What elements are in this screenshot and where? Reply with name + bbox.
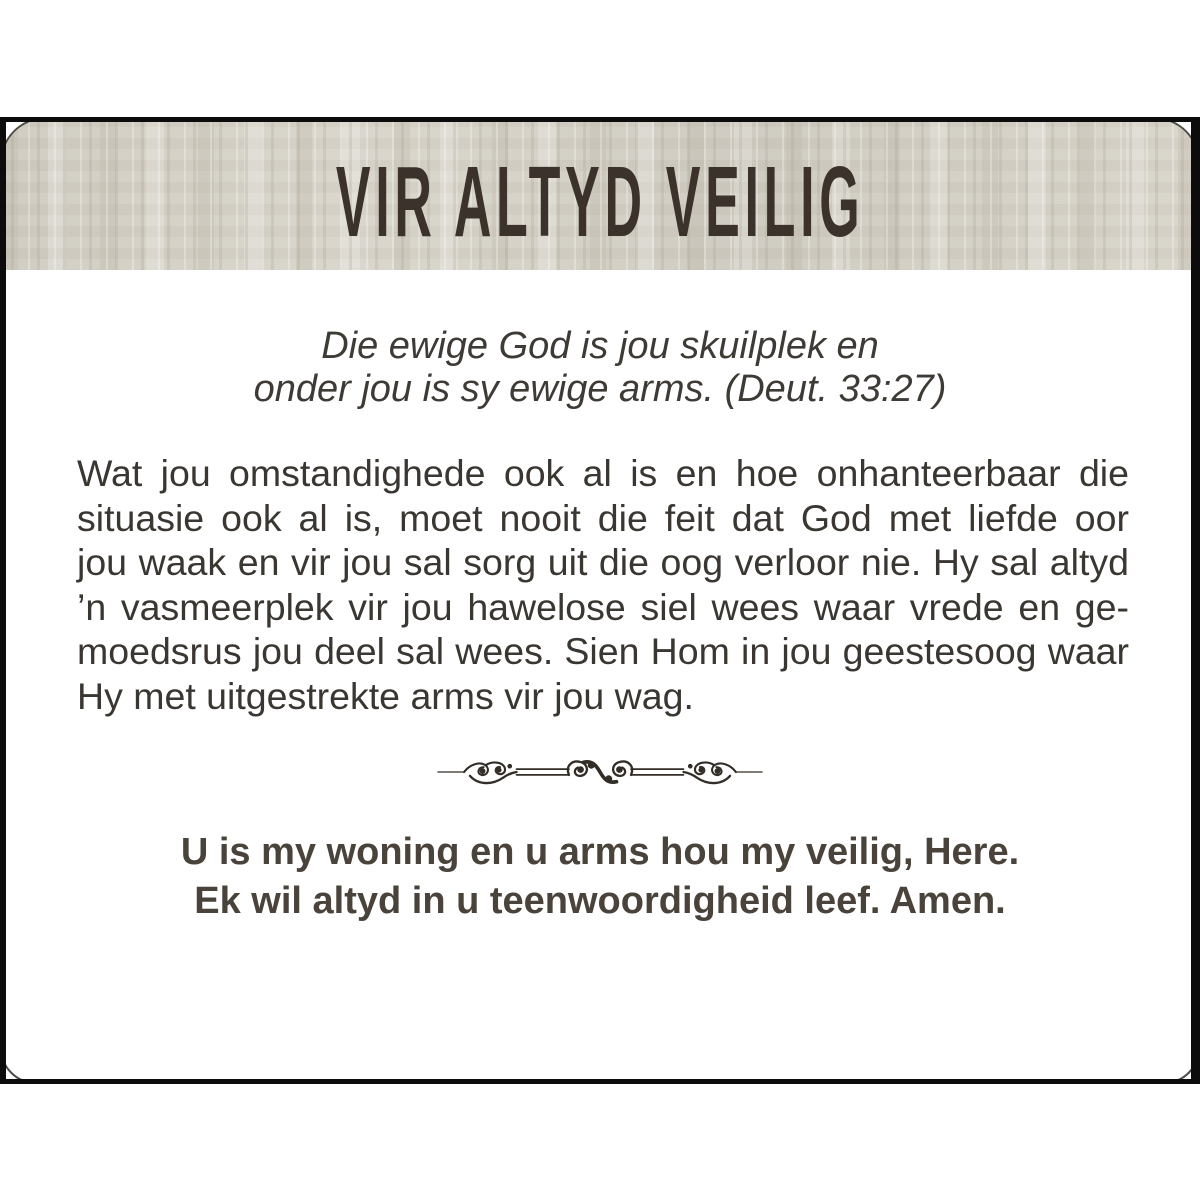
body-line: ’n vasmeerplek vir jou hawelose siel wees waar vrede en ge- bbox=[77, 585, 1129, 628]
body-line: Hy met uitgestrekte arms vir jou wag. bbox=[77, 674, 694, 717]
verse-line: onder jou is sy ewige arms. (Deut. 33:27) bbox=[253, 368, 947, 410]
prayer-line: Ek wil altyd in u teenwoordigheid leef. Amen. bbox=[194, 880, 1006, 922]
frame-border-top bbox=[0, 117, 1200, 122]
devotional-card bbox=[0, 117, 1200, 1084]
scripture-verse bbox=[2, 325, 1198, 411]
body-line: jou waak en vir jou sal sorg uit die oog verloor nie. Hy sal altyd bbox=[77, 541, 1129, 583]
verse-line: Die ewige God is jou skuilplek en bbox=[321, 325, 879, 367]
flourish-divider-icon bbox=[435, 752, 765, 792]
body-line: Wat jou omstandighede ook al is en hoe onhanteerbaar die bbox=[77, 452, 1129, 494]
devotional-body bbox=[77, 451, 1129, 718]
prayer-text bbox=[2, 828, 1198, 926]
flourish-divider bbox=[2, 752, 1198, 792]
frame-border-bottom bbox=[0, 1079, 1200, 1084]
frame-border-right bbox=[1191, 117, 1200, 1084]
prayer-line: U is my woning en u arms hou my veilig, Here. bbox=[180, 831, 1020, 873]
card-title: VIR ALTYD VEILIG bbox=[335, 145, 865, 258]
body-line: moedsrus jou deel sal wees. Sien Hom in jou geestesoog waar bbox=[77, 630, 1129, 672]
body-line: situasie ook al is, moet nooit die feit dat God met liefde oor bbox=[77, 496, 1129, 539]
frame-border-left bbox=[0, 117, 6, 1084]
card-header-band bbox=[2, 119, 1198, 270]
